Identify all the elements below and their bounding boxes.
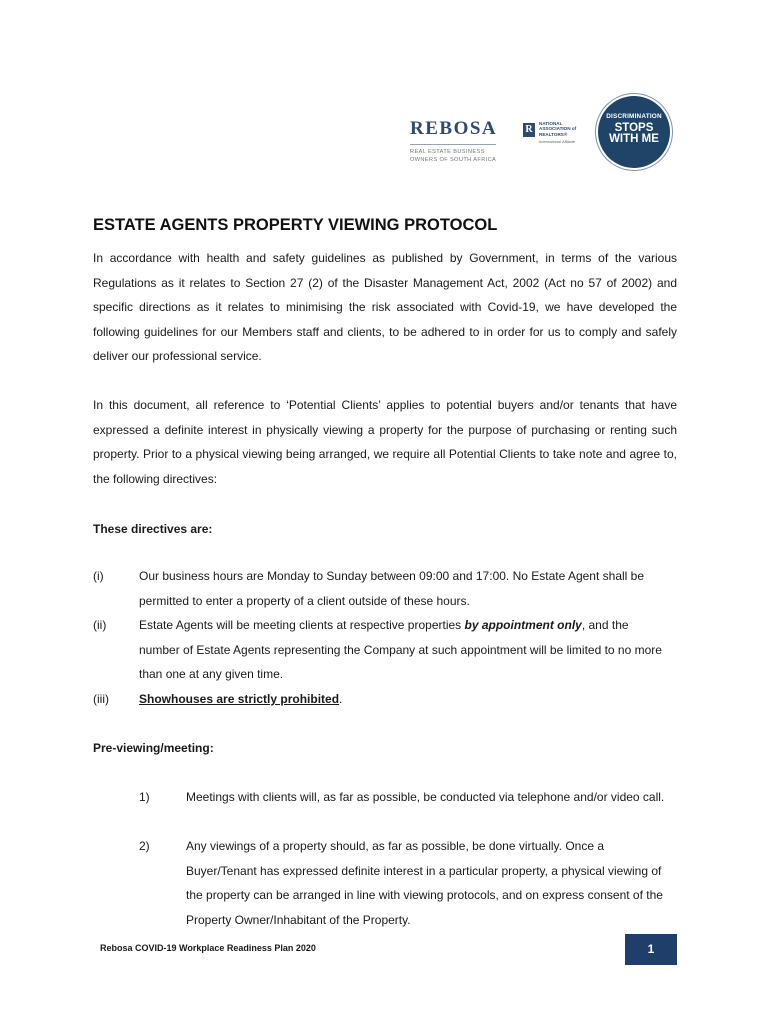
- nar-line-2: ASSOCIATION of: [539, 126, 577, 132]
- rebosa-divider: [410, 144, 496, 145]
- rebosa-wordmark: REBOSA: [410, 118, 498, 139]
- directive-number: (iii): [93, 692, 109, 706]
- rebosa-subtitle-2: OWNERS OF SOUTH AFRICA: [410, 157, 497, 163]
- page-number: 1: [625, 934, 677, 965]
- reference-paragraph: In this document, all reference to ‘Potential Clients’ applies to potential buyers and/or tenants that have expressed a definite interest in physically viewing a property for the purpose of purchasing or renting such property. Prior to a physical viewing being arranged, we require all Potential Clients to take note and agree to, the following directives:: [93, 398, 677, 486]
- previewing-number: 2): [139, 839, 150, 853]
- directive-text: [139, 687, 679, 712]
- directive-text-part: Estate Agents will be meeting clients at respective properties: [139, 618, 465, 632]
- rebosa-subtitle-1: REAL ESTATE BUSINESS: [410, 149, 485, 155]
- previewing-text: Any viewings of a property should, as far as possible, be done virtually. Once a Buyer/Tenant has expressed definite interest in a particular property, a physical viewing of the property can be arranged in line with viewing protocols, and on express consent of the Property Owner/Inhabitant of the Property.: [186, 839, 663, 927]
- underlined-text: Showhouses are strictly prohibited: [139, 692, 340, 706]
- nar-mark-icon: R: [523, 123, 535, 137]
- nar-line-1: NATIONAL: [539, 121, 563, 126]
- directive-text-part: , and the number of Estate Agents representing the Company at such appointment will be limited to no more than one at any given time.: [139, 618, 662, 681]
- previewing-heading: Pre-viewing/meeting:: [93, 741, 214, 755]
- intro-paragraph: In accordance with health and safety guidelines as published by Government, in terms of the various Regulations as it relates to Section 27 (2) of the Disaster Management Act, 2002 (Act no 57 of 2002) and specific directions as it relates to minimising the risk associated with Covid-19, we have developed the following guidelines for our Members staff and clients, to be adhered to in order for us to comply and safely deliver our professional service.: [93, 251, 677, 363]
- discrimination-badge: [598, 96, 670, 168]
- rebosa-logo: [410, 118, 502, 164]
- emphasis-text: by appointment only: [464, 618, 582, 632]
- previewing-number: 1): [139, 790, 150, 804]
- directive-text-part: .: [339, 692, 343, 706]
- document-title: ESTATE AGENTS PROPERTY VIEWING PROTOCOL: [93, 216, 498, 234]
- nar-line-3: REALTORS®: [539, 131, 568, 137]
- directive-number: (i): [93, 569, 104, 583]
- nar-text: [539, 121, 576, 137]
- footer-label: Rebosa COVID-19 Workplace Readiness Plan 2020: [100, 943, 316, 953]
- directive-text: [139, 613, 664, 687]
- nar-subtitle: International Affiliate: [539, 139, 576, 144]
- badge-line-3: WITH ME: [609, 133, 659, 145]
- directive-text: Our business hours are Monday to Sunday between 09:00 and 17:00. No Estate Agent shall be permitted to enter a property of a client outside of these hours.: [139, 569, 645, 608]
- badge-line-2: STOPS: [614, 122, 654, 134]
- directives-heading: These directives are:: [93, 522, 213, 536]
- previewing-text: Meetings with clients will, as far as possible, be conducted via telephone and/or video call.: [186, 790, 665, 804]
- nar-logo: [523, 121, 593, 147]
- badge-line-1: DISCRIMINATION: [606, 113, 662, 120]
- directive-number: (ii): [93, 618, 107, 632]
